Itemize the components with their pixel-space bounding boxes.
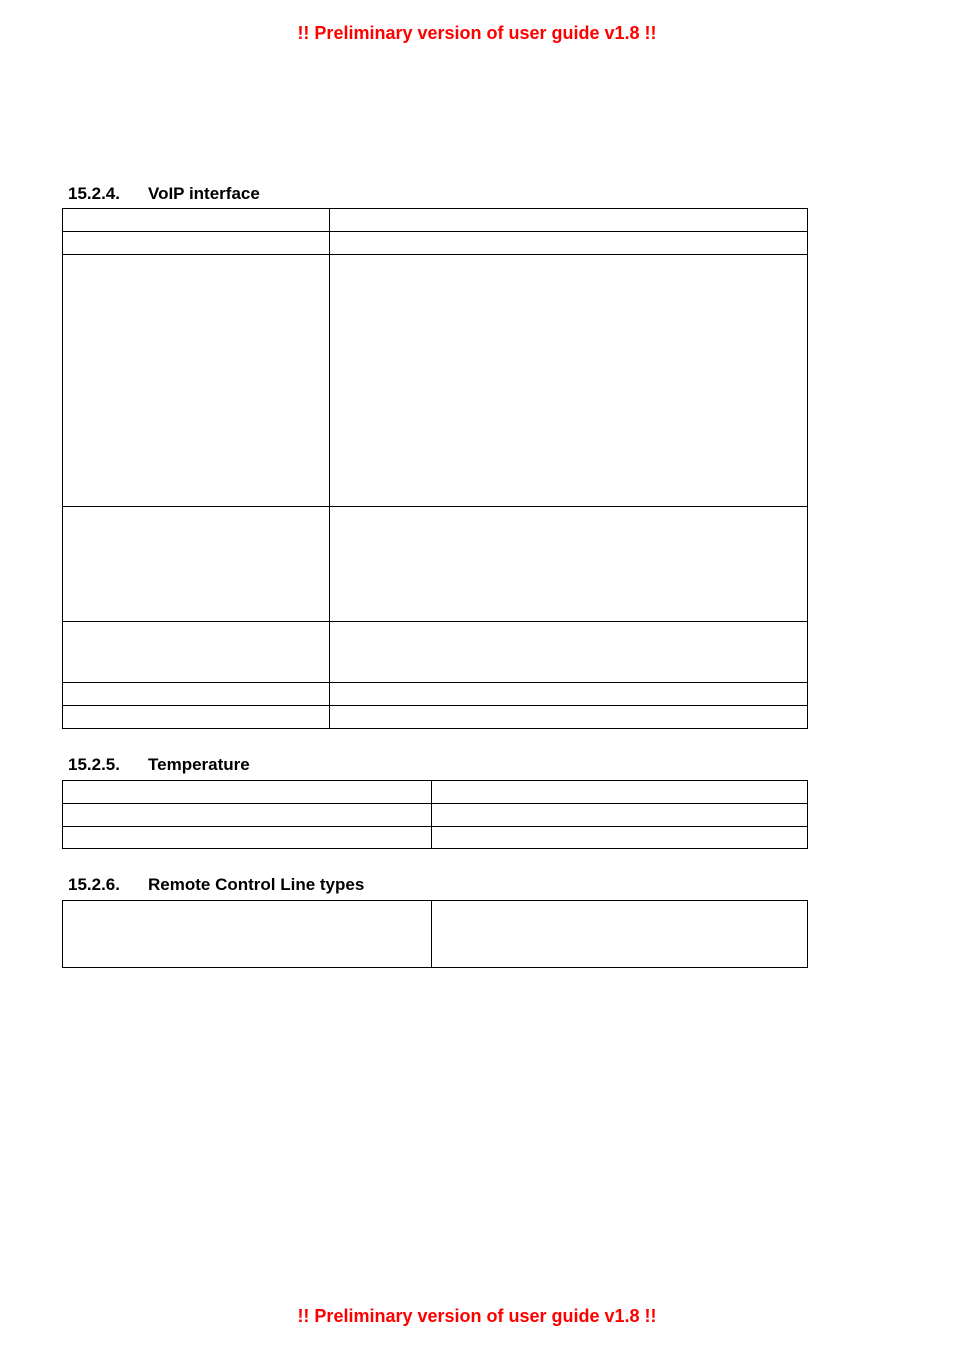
table-row [63, 901, 808, 968]
row-value-cell [330, 209, 808, 232]
table-row [63, 706, 808, 729]
row-value-cell [432, 804, 808, 827]
row-value-cell [330, 683, 808, 706]
section-number: 15.2.4. [68, 184, 120, 203]
row-label-cell [63, 622, 330, 683]
row-value-cell [432, 827, 808, 849]
section-number: 15.2.6. [68, 875, 120, 894]
table-row [63, 255, 808, 507]
section-number: 15.2.5. [68, 755, 120, 774]
table-row [63, 507, 808, 622]
table-row [63, 781, 808, 804]
row-label-cell [63, 209, 330, 232]
table-row [63, 622, 808, 683]
table-row [63, 827, 808, 849]
section-title: Remote Control Line types [148, 875, 365, 894]
section-title: VoIP interface [148, 184, 260, 203]
row-label-cell [63, 507, 330, 622]
temperature-spec-table [62, 780, 808, 849]
preliminary-banner-bottom: !! Preliminary version of user guide v1.8 !! [297, 1306, 657, 1326]
table-row [63, 232, 808, 255]
table-row [63, 683, 808, 706]
preliminary-banner-top: !! Preliminary version of user guide v1.8 !! [297, 23, 657, 43]
table-row [63, 804, 808, 827]
voip-spec-table [62, 208, 808, 729]
row-value-cell [330, 622, 808, 683]
row-label-cell [63, 827, 432, 849]
row-label-cell [63, 706, 330, 729]
row-value-cell [330, 232, 808, 255]
row-label-cell [63, 781, 432, 804]
row-value-cell [330, 706, 808, 729]
table-row [63, 209, 808, 232]
row-label-cell [63, 255, 330, 507]
row-value-cell [330, 507, 808, 622]
remote-control-spec-table [62, 900, 808, 968]
row-label-cell [63, 232, 330, 255]
section-heading-temperature [68, 755, 250, 775]
row-value-cell [330, 255, 808, 507]
row-label-cell [63, 901, 432, 968]
row-label-cell [63, 683, 330, 706]
row-value-cell [432, 781, 808, 804]
section-title: Temperature [148, 755, 250, 774]
section-heading-voip [68, 184, 260, 204]
row-label-cell [63, 804, 432, 827]
section-heading-remote-control [68, 875, 364, 895]
row-value-cell [432, 901, 808, 968]
